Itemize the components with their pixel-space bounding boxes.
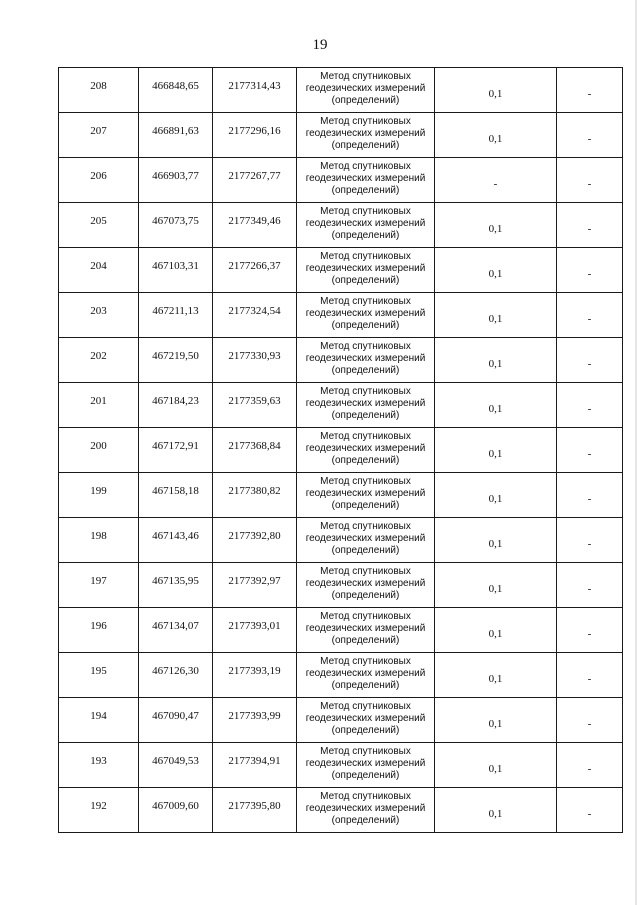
extra-value-cell: -	[557, 68, 623, 113]
accuracy-cell: 0,1	[435, 698, 557, 743]
method-cell	[297, 788, 435, 833]
method-text-line: геодезических измерений	[305, 398, 426, 409]
method-cell	[297, 518, 435, 563]
table-row	[59, 113, 623, 158]
y-coordinate-cell: 2177330,93	[213, 338, 297, 383]
accuracy-cell: 0,1	[435, 68, 557, 113]
method-text-line: геодезических измерений	[305, 443, 426, 454]
y-coordinate-cell: 2177324,54	[213, 293, 297, 338]
table-row	[59, 203, 623, 248]
extra-value-cell: -	[557, 563, 623, 608]
page-number: 19	[312, 37, 328, 53]
table-row	[59, 518, 623, 563]
method-text-line: Метод спутниковых	[320, 386, 411, 397]
method-text-line: Метод спутниковых	[320, 161, 411, 172]
x-coordinate-cell: 467134,07	[139, 608, 213, 653]
point-number-cell: 199	[59, 473, 139, 518]
extra-value-cell: -	[557, 608, 623, 653]
y-coordinate-cell: 2177392,97	[213, 563, 297, 608]
table-row	[59, 158, 623, 203]
extra-value-cell: -	[557, 473, 623, 518]
table-row	[59, 743, 623, 788]
method-text-line: геодезических измерений	[305, 173, 426, 184]
point-number-cell: 196	[59, 608, 139, 653]
method-text-line: (определений)	[331, 185, 400, 196]
table-row	[59, 293, 623, 338]
method-cell	[297, 653, 435, 698]
extra-value-cell: -	[557, 788, 623, 833]
method-text-line: Метод спутниковых	[320, 566, 411, 577]
point-number-cell: 192	[59, 788, 139, 833]
method-text-line: геодезических измерений	[305, 623, 426, 634]
method-text-line: Метод спутниковых	[320, 71, 411, 82]
point-number-cell: 200	[59, 428, 139, 473]
accuracy-cell: 0,1	[435, 473, 557, 518]
x-coordinate-cell: 466891,63	[139, 113, 213, 158]
point-number-cell: 194	[59, 698, 139, 743]
extra-value-cell: -	[557, 158, 623, 203]
x-coordinate-cell: 467184,23	[139, 383, 213, 428]
method-text-line: (определений)	[331, 320, 400, 331]
y-coordinate-cell: 2177394,91	[213, 743, 297, 788]
table-row	[59, 473, 623, 518]
point-number-cell: 202	[59, 338, 139, 383]
method-text-line: (определений)	[331, 455, 400, 466]
accuracy-cell: 0,1	[435, 518, 557, 563]
y-coordinate-cell: 2177395,80	[213, 788, 297, 833]
method-cell	[297, 563, 435, 608]
method-text-line: (определений)	[331, 410, 400, 421]
accuracy-cell: 0,1	[435, 293, 557, 338]
extra-value-cell: -	[557, 698, 623, 743]
point-number-cell: 198	[59, 518, 139, 563]
y-coordinate-cell: 2177349,46	[213, 203, 297, 248]
method-text-line: геодезических измерений	[305, 668, 426, 679]
accuracy-cell: 0,1	[435, 563, 557, 608]
method-text-line: геодезических измерений	[305, 308, 426, 319]
method-text-line: Метод спутниковых	[320, 611, 411, 622]
x-coordinate-cell: 467103,31	[139, 248, 213, 293]
table-row	[59, 248, 623, 293]
method-text-line: геодезических измерений	[305, 128, 426, 139]
table-row	[59, 698, 623, 743]
method-cell	[297, 383, 435, 428]
method-text-line: (определений)	[331, 275, 400, 286]
point-number-cell: 193	[59, 743, 139, 788]
method-cell	[297, 248, 435, 293]
point-number-cell: 206	[59, 158, 139, 203]
x-coordinate-cell: 466848,65	[139, 68, 213, 113]
method-cell	[297, 428, 435, 473]
table-row	[59, 608, 623, 653]
extra-value-cell: -	[557, 113, 623, 158]
method-text-line: Метод спутниковых	[320, 296, 411, 307]
accuracy-cell: -	[435, 158, 557, 203]
method-text-line: геодезических измерений	[305, 713, 426, 724]
extra-value-cell: -	[557, 248, 623, 293]
method-cell	[297, 608, 435, 653]
x-coordinate-cell: 467172,91	[139, 428, 213, 473]
y-coordinate-cell: 2177296,16	[213, 113, 297, 158]
table-row	[59, 428, 623, 473]
y-coordinate-cell: 2177359,63	[213, 383, 297, 428]
method-cell	[297, 158, 435, 203]
method-cell	[297, 293, 435, 338]
method-text-line: Метод спутниковых	[320, 206, 411, 217]
method-text-line: (определений)	[331, 635, 400, 646]
method-text-line: геодезических измерений	[305, 263, 426, 274]
table-row	[59, 563, 623, 608]
extra-value-cell: -	[557, 203, 623, 248]
extra-value-cell: -	[557, 428, 623, 473]
method-text-line: (определений)	[331, 230, 400, 241]
method-cell	[297, 698, 435, 743]
method-text-line: геодезических измерений	[305, 803, 426, 814]
method-text-line: геодезических измерений	[305, 218, 426, 229]
y-coordinate-cell: 2177393,99	[213, 698, 297, 743]
method-cell	[297, 113, 435, 158]
y-coordinate-cell: 2177393,01	[213, 608, 297, 653]
y-coordinate-cell: 2177267,77	[213, 158, 297, 203]
method-text-line: (определений)	[331, 140, 400, 151]
coordinates-table	[58, 67, 623, 833]
extra-value-cell: -	[557, 338, 623, 383]
y-coordinate-cell: 2177380,82	[213, 473, 297, 518]
table-row	[59, 338, 623, 383]
method-text-line: Метод спутниковых	[320, 791, 411, 802]
method-text-line: (определений)	[331, 365, 400, 376]
method-text-line: (определений)	[331, 770, 400, 781]
accuracy-cell: 0,1	[435, 383, 557, 428]
method-text-line: Метод спутниковых	[320, 701, 411, 712]
method-text-line: (определений)	[331, 95, 400, 106]
table-row	[59, 383, 623, 428]
method-cell	[297, 68, 435, 113]
method-text-line: геодезических измерений	[305, 488, 426, 499]
x-coordinate-cell: 467049,53	[139, 743, 213, 788]
method-text-line: (определений)	[331, 590, 400, 601]
table-row	[59, 653, 623, 698]
x-coordinate-cell: 467135,95	[139, 563, 213, 608]
point-number-cell: 208	[59, 68, 139, 113]
method-cell	[297, 338, 435, 383]
extra-value-cell: -	[557, 518, 623, 563]
y-coordinate-cell: 2177266,37	[213, 248, 297, 293]
x-coordinate-cell: 467126,30	[139, 653, 213, 698]
y-coordinate-cell: 2177368,84	[213, 428, 297, 473]
x-coordinate-cell: 467090,47	[139, 698, 213, 743]
x-coordinate-cell: 467219,50	[139, 338, 213, 383]
point-number-cell: 195	[59, 653, 139, 698]
method-text-line: геодезических измерений	[305, 533, 426, 544]
method-cell	[297, 473, 435, 518]
method-text-line: Метод спутниковых	[320, 656, 411, 667]
accuracy-cell: 0,1	[435, 203, 557, 248]
accuracy-cell: 0,1	[435, 248, 557, 293]
method-text-line: геодезических измерений	[305, 758, 426, 769]
method-text-line: геодезических измерений	[305, 578, 426, 589]
extra-value-cell: -	[557, 383, 623, 428]
point-number-cell: 203	[59, 293, 139, 338]
accuracy-cell: 0,1	[435, 338, 557, 383]
accuracy-cell: 0,1	[435, 653, 557, 698]
method-cell	[297, 203, 435, 248]
method-text-line: Метод спутниковых	[320, 746, 411, 757]
x-coordinate-cell: 467158,18	[139, 473, 213, 518]
method-text-line: Метод спутниковых	[320, 521, 411, 532]
y-coordinate-cell: 2177314,43	[213, 68, 297, 113]
method-text-line: (определений)	[331, 500, 400, 511]
point-number-cell: 201	[59, 383, 139, 428]
table-row	[59, 68, 623, 113]
x-coordinate-cell: 466903,77	[139, 158, 213, 203]
point-number-cell: 207	[59, 113, 139, 158]
point-number-cell: 205	[59, 203, 139, 248]
x-coordinate-cell: 467009,60	[139, 788, 213, 833]
accuracy-cell: 0,1	[435, 608, 557, 653]
x-coordinate-cell: 467073,75	[139, 203, 213, 248]
method-text-line: Метод спутниковых	[320, 116, 411, 127]
x-coordinate-cell: 467211,13	[139, 293, 213, 338]
method-text-line: (определений)	[331, 725, 400, 736]
extra-value-cell: -	[557, 743, 623, 788]
y-coordinate-cell: 2177393,19	[213, 653, 297, 698]
scan-edge-shadow	[635, 0, 637, 905]
accuracy-cell: 0,1	[435, 428, 557, 473]
method-cell	[297, 743, 435, 788]
method-text-line: геодезических измерений	[305, 83, 426, 94]
method-text-line: (определений)	[331, 680, 400, 691]
method-text-line: (определений)	[331, 815, 400, 826]
method-text-line: (определений)	[331, 545, 400, 556]
coordinates-table-body	[59, 68, 623, 833]
accuracy-cell: 0,1	[435, 113, 557, 158]
extra-value-cell: -	[557, 293, 623, 338]
x-coordinate-cell: 467143,46	[139, 518, 213, 563]
accuracy-cell: 0,1	[435, 788, 557, 833]
table-row	[59, 788, 623, 833]
method-text-line: геодезических измерений	[305, 353, 426, 364]
extra-value-cell: -	[557, 653, 623, 698]
accuracy-cell: 0,1	[435, 743, 557, 788]
point-number-cell: 197	[59, 563, 139, 608]
point-number-cell: 204	[59, 248, 139, 293]
method-text-line: Метод спутниковых	[320, 251, 411, 262]
method-text-line: Метод спутниковых	[320, 476, 411, 487]
y-coordinate-cell: 2177392,80	[213, 518, 297, 563]
method-text-line: Метод спутниковых	[320, 431, 411, 442]
method-text-line: Метод спутниковых	[320, 341, 411, 352]
